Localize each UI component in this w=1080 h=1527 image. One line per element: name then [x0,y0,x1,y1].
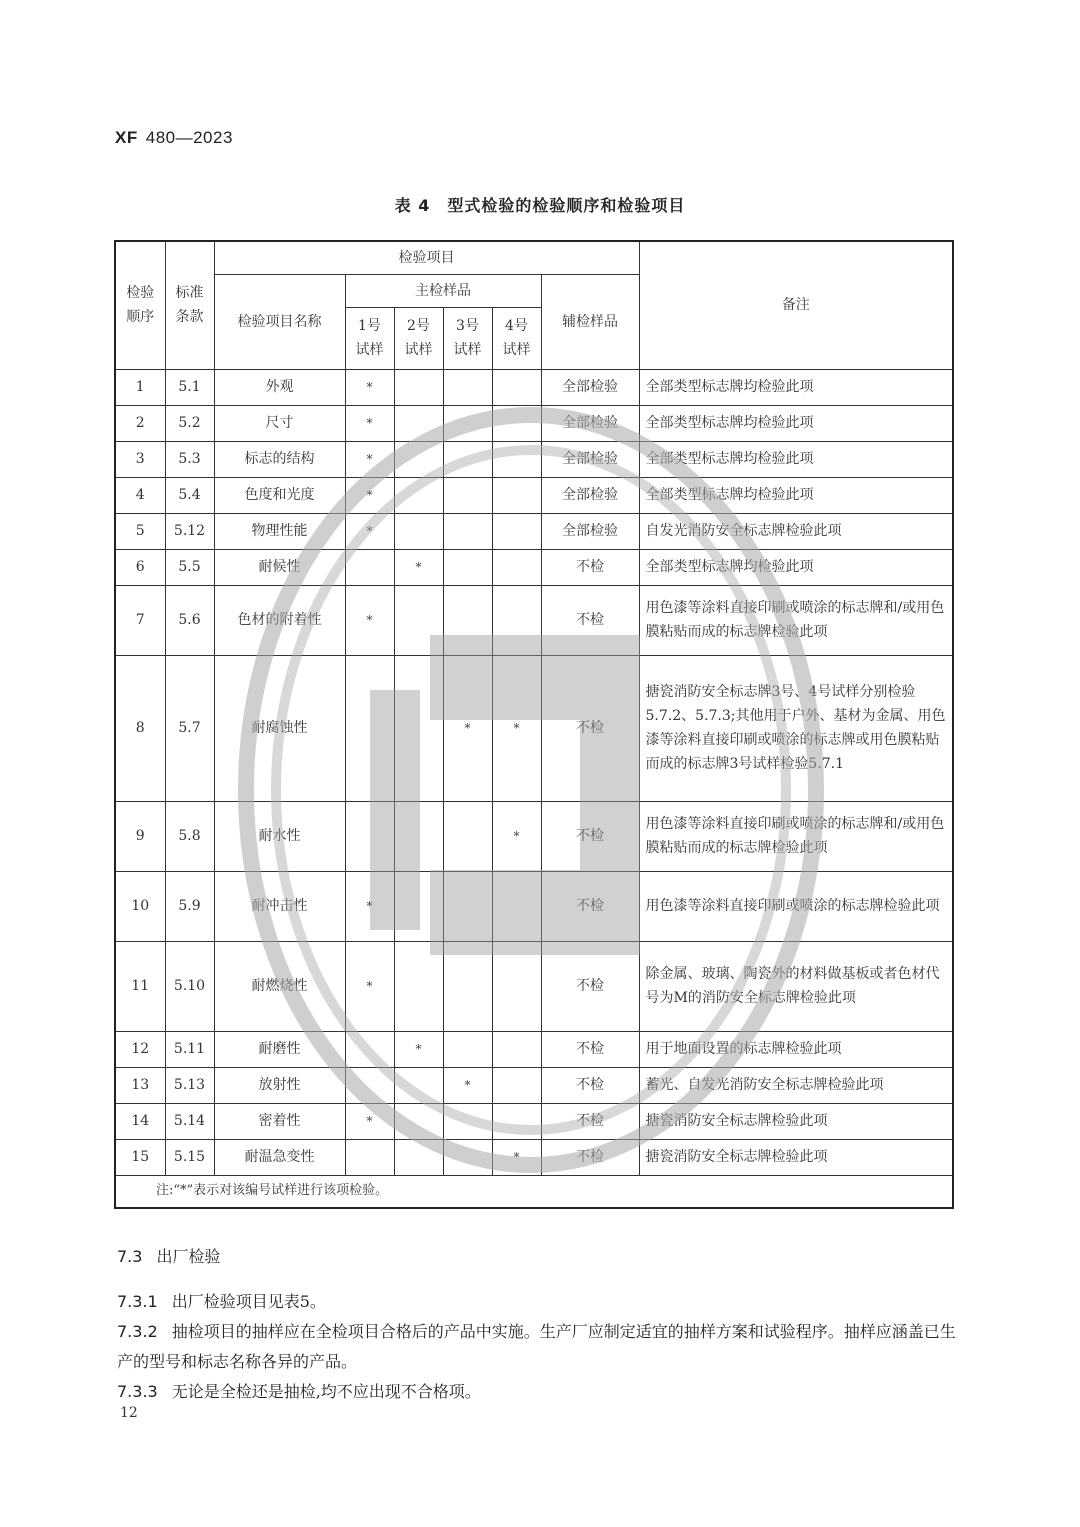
row-sample-2-mark [394,655,443,801]
row-sample-1-mark: * [345,871,394,941]
row-clause: 5.2 [165,405,214,441]
row-seq: 1 [115,369,165,405]
row-remark: 用色漆等涂料直接印刷或喷涂的标志牌检验此项 [639,871,953,941]
row-item-name: 耐燃烧性 [214,941,345,1031]
paragraph-7-3-3 [117,1377,957,1407]
table-row [115,369,953,405]
row-sample-3-mark [443,1031,492,1067]
paragraph-text: 无论是全检还是抽检,均不应出现不合格项。 [171,1382,481,1401]
row-aux: 不检 [541,1031,639,1067]
row-sample-3-mark [443,1103,492,1139]
row-sample-4-mark [492,871,541,941]
row-item-name: 密着性 [214,1103,345,1139]
row-item-name: 耐腐蚀性 [214,655,345,801]
row-sample-4-mark: * [492,801,541,871]
section-number: 7.3 [117,1247,143,1266]
row-sample-4-mark: * [492,655,541,801]
row-sample-2-mark [394,1067,443,1103]
row-seq: 13 [115,1067,165,1103]
table-row [115,477,953,513]
row-remark: 用于地面设置的标志牌检验此项 [639,1031,953,1067]
row-seq: 5 [115,513,165,549]
row-sample-2-mark [394,1139,443,1175]
row-seq: 3 [115,441,165,477]
row-aux: 全部检验 [541,405,639,441]
row-seq: 8 [115,655,165,801]
row-item-name: 耐水性 [214,801,345,871]
row-remark: 除金属、玻璃、陶瓷外的材料做基板或者色材代号为M的消防安全标志牌检验此项 [639,941,953,1031]
table-row [115,513,953,549]
row-seq: 9 [115,801,165,871]
row-sample-4-mark [492,585,541,655]
standard-number: 480—2023 [145,128,233,147]
row-sample-2-mark [394,405,443,441]
row-remark: 全部类型标志牌均检验此项 [639,369,953,405]
row-sample-1-mark: * [345,513,394,549]
row-sample-2-mark [394,1103,443,1139]
row-sample-1-mark: * [345,585,394,655]
table-row [115,585,953,655]
row-sample-3-mark [443,369,492,405]
table-note: 注:“*”表示对该编号试样进行该项检验。 [115,1175,953,1208]
row-sample-3-mark [443,477,492,513]
row-item-name: 耐温急变性 [214,1139,345,1175]
paragraph-7-3-1 [117,1287,957,1317]
row-aux: 全部检验 [541,441,639,477]
section-heading [117,1244,220,1267]
table-row [115,441,953,477]
row-aux: 不检 [541,871,639,941]
row-clause: 5.10 [165,941,214,1031]
row-aux: 不检 [541,1139,639,1175]
row-seq: 4 [115,477,165,513]
row-sample-3-mark [443,801,492,871]
inspection-table [114,240,954,1209]
row-clause: 5.5 [165,549,214,585]
row-remark: 搪瓷消防安全标志牌检验此项 [639,1139,953,1175]
row-seq: 15 [115,1139,165,1175]
row-sample-1-mark [345,1139,394,1175]
row-sample-1-mark: * [345,1103,394,1139]
row-seq: 6 [115,549,165,585]
table-row [115,1031,953,1067]
row-sample-1-mark: * [345,369,394,405]
row-aux: 不检 [541,941,639,1031]
row-aux: 不检 [541,549,639,585]
row-sample-4-mark [492,1067,541,1103]
row-clause: 5.14 [165,1103,214,1139]
row-remark: 用色漆等涂料直接印刷或喷涂的标志牌和/或用色膜粘贴而成的标志牌检验此项 [639,585,953,655]
row-clause: 5.4 [165,477,214,513]
table-row [115,549,953,585]
row-remark: 用色漆等涂料直接印刷或喷涂的标志牌和/或用色膜粘贴而成的标志牌检验此项 [639,801,953,871]
row-sample-4-mark [492,369,541,405]
row-sample-1-mark: * [345,405,394,441]
row-sample-3-mark [443,549,492,585]
row-sample-1-mark [345,1067,394,1103]
row-clause: 5.3 [165,441,214,477]
row-sample-2-mark [394,369,443,405]
row-item-name: 放射性 [214,1067,345,1103]
row-sample-2-mark [394,513,443,549]
row-remark: 全部类型标志牌均检验此项 [639,477,953,513]
row-sample-3-mark [443,441,492,477]
table-row [115,801,953,871]
row-sample-3-mark [443,871,492,941]
document-code [115,128,233,148]
row-item-name: 物理性能 [214,513,345,549]
table-row [115,1139,953,1175]
header-seq: 检验顺序 [115,241,165,369]
row-aux: 全部检验 [541,513,639,549]
row-item-name: 外观 [214,369,345,405]
row-aux: 不检 [541,655,639,801]
row-seq: 7 [115,585,165,655]
row-remark: 全部类型标志牌均检验此项 [639,405,953,441]
row-item-name: 标志的结构 [214,441,345,477]
row-sample-2-mark [394,871,443,941]
row-clause: 5.12 [165,513,214,549]
table-caption: 表 4 型式检验的检验顺序和检验项目 [394,196,686,215]
row-sample-4-mark [492,513,541,549]
row-item-name: 尺寸 [214,405,345,441]
row-sample-1-mark [345,655,394,801]
row-sample-3-mark [443,1139,492,1175]
header-remark: 备注 [639,241,953,369]
row-clause: 5.15 [165,1139,214,1175]
row-sample-3-mark: * [443,1067,492,1103]
paragraph-number: 7.3.1 [117,1292,158,1311]
header-sample-2: 2号试样 [394,307,443,369]
row-sample-2-mark [394,941,443,1031]
row-clause: 5.8 [165,801,214,871]
paragraph-number: 7.3.3 [117,1382,158,1401]
table-row [115,941,953,1031]
row-item-name: 耐候性 [214,549,345,585]
row-sample-4-mark: * [492,1139,541,1175]
table-row [115,871,953,941]
section-title: 出厂检验 [156,1247,221,1266]
row-aux: 不检 [541,1103,639,1139]
row-seq: 2 [115,405,165,441]
row-aux: 不检 [541,585,639,655]
row-sample-4-mark [492,941,541,1031]
row-remark: 全部类型标志牌均检验此项 [639,549,953,585]
row-sample-1-mark [345,1031,394,1067]
row-sample-1-mark [345,801,394,871]
row-sample-1-mark: * [345,941,394,1031]
row-clause: 5.7 [165,655,214,801]
row-item-name: 耐冲击性 [214,871,345,941]
row-aux: 不检 [541,1067,639,1103]
header-sample-1: 1号试样 [345,307,394,369]
table-row [115,1103,953,1139]
table-row [115,655,953,801]
row-remark: 搪瓷消防安全标志牌检验此项 [639,1103,953,1139]
row-sample-2-mark [394,441,443,477]
row-clause: 5.6 [165,585,214,655]
row-clause: 5.1 [165,369,214,405]
row-seq: 10 [115,871,165,941]
row-sample-4-mark [492,1103,541,1139]
row-clause: 5.13 [165,1067,214,1103]
row-sample-3-mark [443,585,492,655]
header-sample-4: 4号试样 [492,307,541,369]
row-remark: 搪瓷消防安全标志牌3号、4号试样分别检验5.7.2、5.7.3;其他用于户外、基材为金属、用色漆等涂料直接印刷或喷涂的标志牌或用色膜粘贴而成的标志牌3号试样检验5.7.1 [639,655,953,801]
row-sample-2-mark [394,477,443,513]
row-remark: 蓄光、自发光消防安全标志牌检验此项 [639,1067,953,1103]
table-row [115,1067,953,1103]
row-seq: 11 [115,941,165,1031]
row-sample-2-mark: * [394,1031,443,1067]
row-item-name: 色材的附着性 [214,585,345,655]
row-sample-4-mark [492,549,541,585]
row-sample-3-mark [443,941,492,1031]
row-sample-2-mark [394,585,443,655]
row-aux: 全部检验 [541,369,639,405]
table-row [115,405,953,441]
paragraph-number: 7.3.2 [117,1322,158,1341]
table-body [115,369,953,1175]
standard-prefix: XF [115,128,138,147]
header-items-group: 检验项目 [214,241,639,274]
header-main-sample: 主检样品 [345,274,541,307]
page-number: 12 [120,1405,138,1421]
paragraph-text: 抽检项目的抽样应在全检项目合格后的产品中实施。生产厂应制定适宜的抽样方案和试验程序。抽样应涵盖已生产的型号和标志名称各异的产品。 [117,1322,956,1371]
row-remark: 全部类型标志牌均检验此项 [639,441,953,477]
row-aux: 全部检验 [541,477,639,513]
row-sample-1-mark: * [345,441,394,477]
row-item-name: 耐磨性 [214,1031,345,1067]
row-sample-2-mark [394,801,443,871]
row-clause: 5.11 [165,1031,214,1067]
row-aux: 不检 [541,801,639,871]
row-sample-4-mark [492,441,541,477]
row-sample-3-mark [443,513,492,549]
row-sample-3-mark [443,405,492,441]
row-sample-4-mark [492,405,541,441]
row-item-name: 色度和光度 [214,477,345,513]
row-sample-1-mark: * [345,477,394,513]
row-sample-4-mark [492,477,541,513]
header-item-name: 检验项目名称 [214,274,345,369]
row-remark: 自发光消防安全标志牌检验此项 [639,513,953,549]
paragraph-text: 出厂检验项目见表5。 [171,1292,326,1311]
header-clause: 标准条款 [165,241,214,369]
paragraph-7-3-2 [117,1317,957,1377]
row-sample-3-mark: * [443,655,492,801]
row-clause: 5.9 [165,871,214,941]
row-seq: 12 [115,1031,165,1067]
row-sample-4-mark [492,1031,541,1067]
header-sample-3: 3号试样 [443,307,492,369]
row-sample-1-mark [345,549,394,585]
row-seq: 14 [115,1103,165,1139]
row-sample-2-mark: * [394,549,443,585]
header-aux-sample: 辅检样品 [541,274,639,369]
